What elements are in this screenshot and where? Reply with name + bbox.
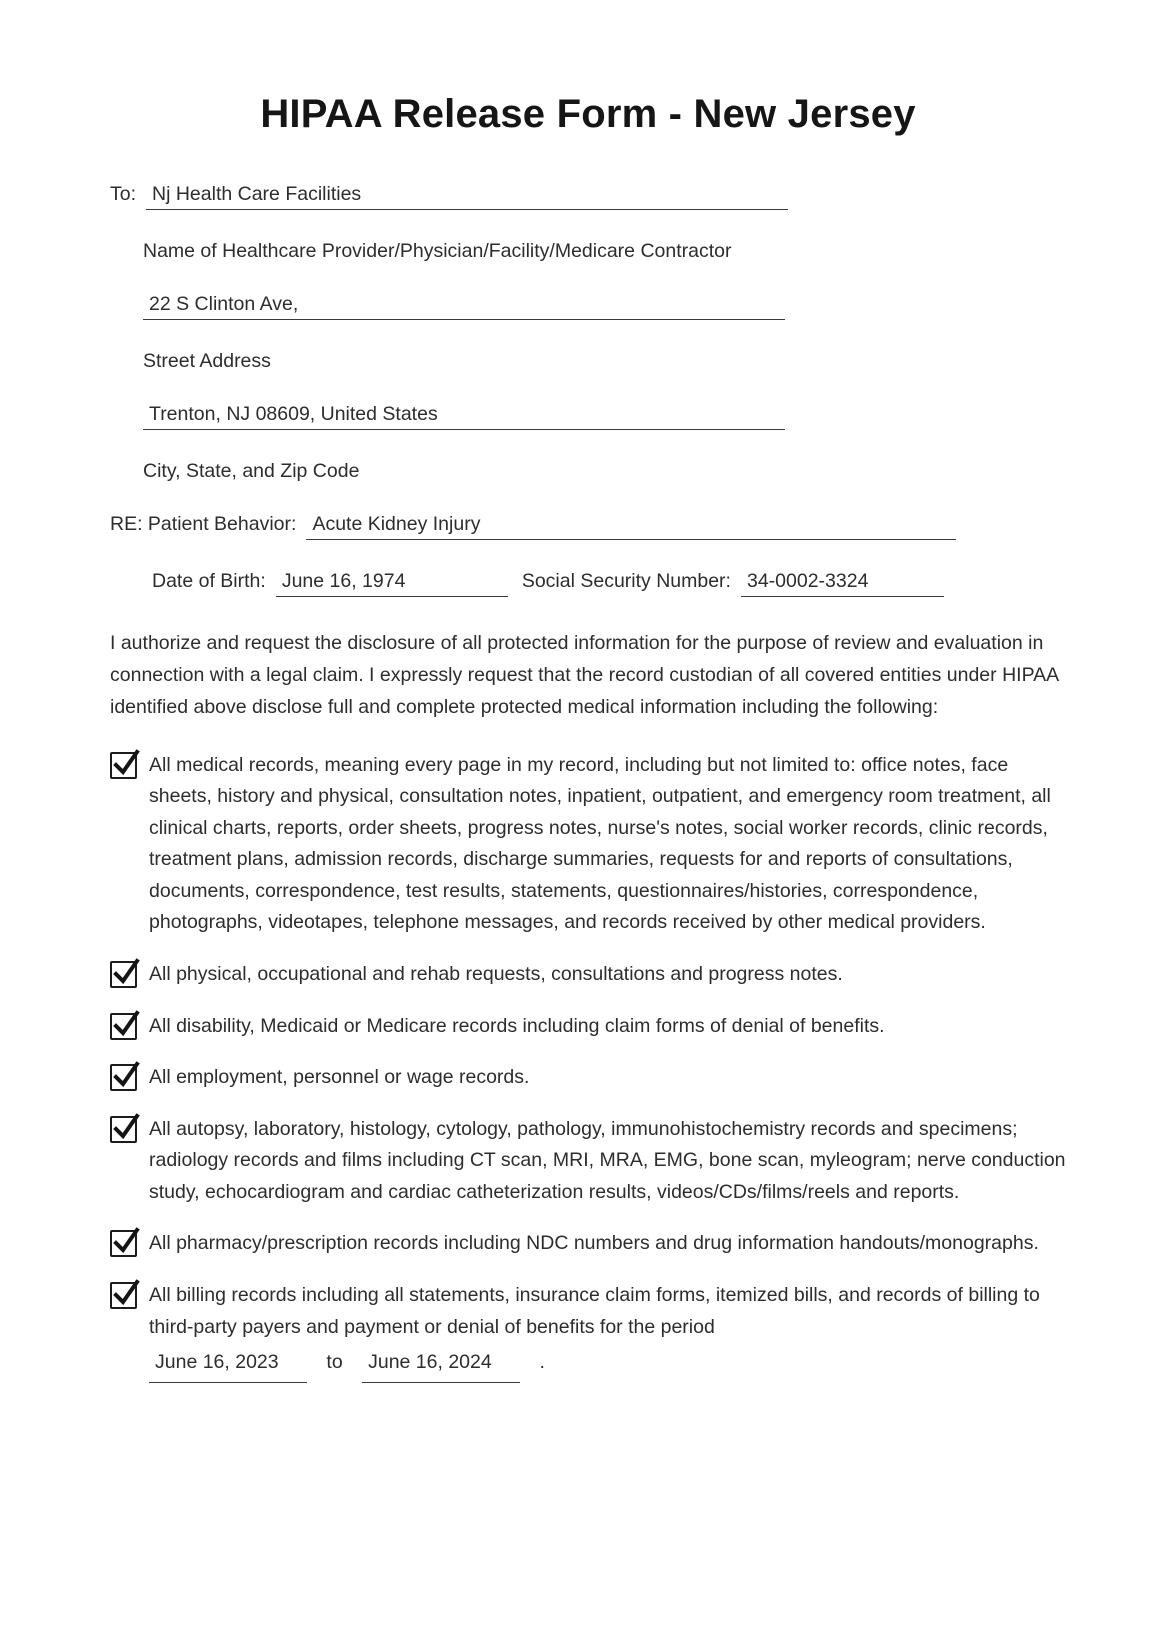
ssn-label: Social Security Number: — [521, 570, 731, 592]
check-icon — [112, 1227, 140, 1257]
city-state-zip-field[interactable]: Trenton, NJ 08609, United States — [143, 403, 785, 430]
checklist-item-autopsy-lab — [110, 1114, 1066, 1209]
provider-name-caption: Name of Healthcare Provider/Physician/Facility/Medicare Contractor — [143, 240, 732, 262]
checklist-item-label — [149, 1280, 1066, 1383]
checkbox[interactable] — [110, 1230, 137, 1257]
checklist-item-label: All physical, occupational and rehab requests, consultations and progress notes. — [149, 962, 843, 985]
page-title: HIPAA Release Form - New Jersey — [260, 92, 916, 136]
date-of-birth-label: Date of Birth: — [152, 570, 266, 592]
street-address-caption: Street Address — [143, 350, 271, 372]
to-row — [110, 183, 1066, 210]
checklist-item-label: All employment, personnel or wage records. — [149, 1066, 530, 1089]
re-patient-behavior-label: RE: Patient Behavior: — [110, 513, 297, 535]
checklist-item-billing — [110, 1280, 1066, 1383]
date-of-birth-field[interactable]: June 16, 1974 — [276, 570, 508, 597]
city-state-zip-caption: City, State, and Zip Code — [143, 460, 360, 482]
checklist-item-medical-records — [110, 750, 1066, 939]
check-icon — [112, 749, 140, 779]
re-row — [110, 513, 1066, 540]
billing-period-to-field[interactable]: June 16, 2024 — [362, 1347, 520, 1383]
check-icon — [112, 1061, 140, 1091]
billing-period-to-word: to — [326, 1351, 343, 1374]
billing-period-from-field[interactable]: June 16, 2023 — [149, 1347, 307, 1383]
checklist-item-employment — [110, 1062, 1066, 1094]
check-icon — [112, 1113, 140, 1143]
checkbox[interactable] — [110, 1116, 137, 1143]
street-row — [143, 293, 1066, 320]
street-address-field[interactable]: 22 S Clinton Ave, — [143, 293, 785, 320]
checklist-item-label: All pharmacy/prescription records including NDC numbers and drug information handouts/monographs. — [149, 1232, 1039, 1255]
provider-name-field[interactable]: Nj Health Care Facilities — [146, 183, 788, 210]
checklist-item-pharmacy — [110, 1228, 1066, 1260]
check-icon — [112, 1010, 140, 1040]
checkbox[interactable] — [110, 961, 137, 988]
checklist-item-physical-rehab — [110, 959, 1066, 991]
billing-period-terminator: . — [539, 1351, 545, 1374]
dob-ssn-row — [152, 570, 1066, 597]
checkbox[interactable] — [110, 1013, 137, 1040]
check-icon — [112, 1279, 140, 1309]
checkbox[interactable] — [110, 752, 137, 779]
checkbox[interactable] — [110, 1282, 137, 1309]
ssn-field[interactable]: 34-0002-3324 — [741, 570, 944, 597]
to-label: To: — [110, 183, 137, 205]
checkbox[interactable] — [110, 1064, 137, 1091]
check-icon — [112, 958, 140, 988]
city-row — [143, 403, 1066, 430]
billing-period-line — [149, 1347, 1066, 1383]
authorization-paragraph: I authorize and request the disclosure of all protected information for the purpose of review and evaluation in connection with a legal claim. I expressly request that the record custodian of all covered entities under HIPAA identified above disclose full and complete protected medical information including the following: — [110, 632, 1059, 719]
billing-item-text: All billing records including all statements, insurance claim forms, itemized bills, and records of billing to third-party payers and payment or denial of benefits for the period — [149, 1284, 1040, 1338]
records-checklist — [110, 750, 1066, 1383]
checklist-item-label: All medical records, meaning every page in my record, including but not limited to: office notes, face sheets, history and physical, consultation notes, inpatient, outpatient, and emergency room treatment, all clinical charts, reports, order sheets, progress notes, nurse's notes, social worker records, clinic records, treatment plans, admission records, discharge summaries, requests for and reports of consultations, documents, correspondence, test results, statements, questionnaires/histories, correspondence, photographs, videotapes, telephone messages, and records received by other medical providers. — [149, 753, 1051, 934]
checklist-item-disability — [110, 1011, 1066, 1043]
patient-behavior-field[interactable]: Acute Kidney Injury — [306, 513, 956, 540]
checklist-item-label: All disability, Medicaid or Medicare records including claim forms of denial of benefits. — [149, 1014, 885, 1037]
checklist-item-label: All autopsy, laboratory, histology, cytology, pathology, immunohistochemistry records and specimens; radiology records and films including CT scan, MRI, MRA, EMG, bone scan, myleogram; nerve conduction study, echocardiogram and cardiac catheterization results, videos/CDs/films/reels and reports. — [149, 1117, 1066, 1203]
